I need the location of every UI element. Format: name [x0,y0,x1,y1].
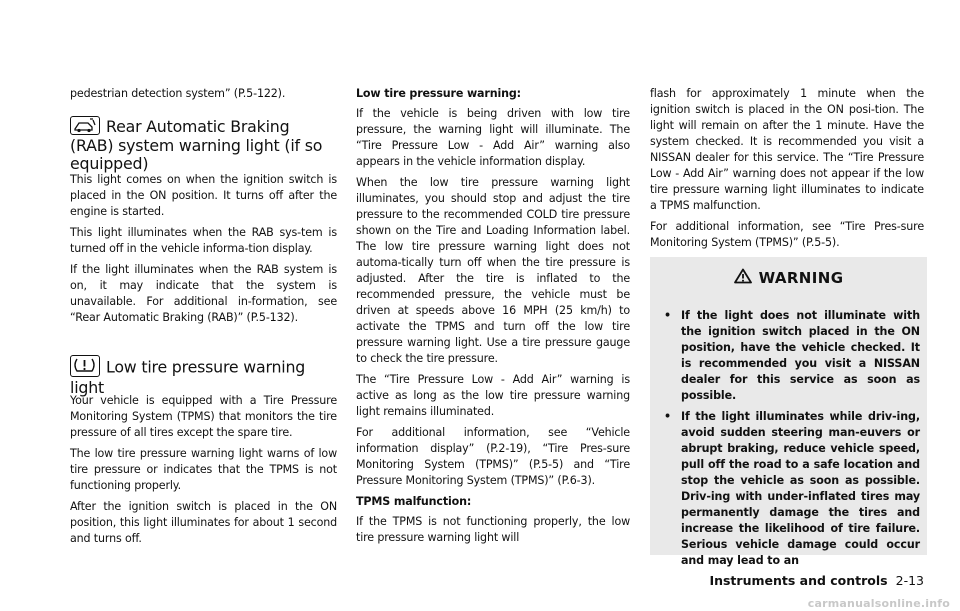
warning-title [650,269,927,287]
bullet: • [664,410,671,423]
warning-title-text: WARNING [758,269,844,287]
middle-paragraph-5: If the TPMS is not functioning properly, the low tire pressure warning light will [356,515,630,544]
rab-paragraph-3: If the light illuminates when the RAB system is on, it may indicate that the system is unavailable. For additional in-formation, see “Rear Automatic Braking (RAB)” (P.5-132). [70,263,337,324]
low-pressure-subheading: Low tire pressure warning: [356,87,521,100]
tire-paragraph-1: Your vehicle is equipped with a Tire Pressure Monitoring System (TPMS) that monitors the tire pressure of all tires except the spare tire. [70,394,337,439]
warning-triangle-icon [734,268,752,284]
right-paragraph-1: flash for approximately 1 minute when the ignition switch is placed in the ON posi-tion. The light will remain on after the 1 minute. Have the system checked. It is recommended you visit a NISSAN dealer for this service. The “Tire Pressure Low - Add Air” warning does not appear if the low tire pressure warning light illuminates to indicate a TPMS malfunction. [650,87,924,212]
tire-heading [70,357,337,397]
page-footer [709,574,924,588]
middle-paragraph-1: If the vehicle is being driven with low tire pressure, the warning light will illuminate. The “Tire Pressure Low - Add Air” warning also appears in the vehicle information display. [356,107,630,168]
page-number: 2-13 [895,573,924,588]
intro-text: pedestrian detection system” (P.5-122). [70,87,286,100]
watermark: carmanualsonline.info [807,597,950,610]
tpms-malfunction-subheading: TPMS malfunction: [356,495,472,508]
tire-pressure-icon [70,355,100,377]
tire-paragraph-2: The low tire pressure warning light warns of low tire pressure or indicates that the TPMS is not functioning properly. [70,447,337,492]
middle-paragraph-2: When the low tire pressure warning light illuminates, you should stop and adjust the tire pressure to the recommended COLD tire pressure shown on the Tire and Loading Information label. The low tire pressure warning light does not automa-tically turn off when the tire pressure is adjusted. After the tire is inflated to the recommended pressure, the vehicle must be driven at speeds above 16 MPH (25 km/h) to activate the TPMS and turn off the low tire pressure warning light. Use a tire pressure gauge to check the tire pressure. [356,176,630,365]
rab-paragraph-1: This light comes on when the ignition switch is placed in the ON position. It turns off after the engine is started. [70,173,337,218]
middle-paragraph-4: For additional information, see “Vehicle information display” (P.2-19), “Tire Pres-sure Monitoring System (TPMS)” (P.5-5) and “Tire Pressure Monitoring System (TPMS)” (P.6-3). [356,426,630,487]
tire-heading-text: Low tire pressure warning light [70,357,306,397]
warning-item-text: If the light illuminates while driv-ing, avoid sudden steering man-euvers or abrupt braking, reduce vehicle speed, pull off the road to a safe location and stop the vehicle as soon as possible. Driv-ing with under-inflated tires may permanently damage the tires and increase the likelihood of tire failure. Serious vehicle damage could occur and may lead to an [681,410,920,567]
rab-heading [70,118,337,173]
rear-braking-car-icon [70,116,100,135]
rab-paragraph-2: This light illuminates when the RAB sys-tem is turned off in the vehicle informa-tion display. [70,226,337,255]
warning-list [660,308,920,574]
bullet: • [664,309,671,322]
warning-item [660,308,920,404]
footer-section: Instruments and controls [709,573,888,588]
middle-paragraph-3: The “Tire Pressure Low - Add Air” warning is active as long as the low tire pressure warning light remains illuminated. [356,373,630,418]
warning-item-text: If the light does not illuminate with the ignition switch placed in the ON position, have the vehicle checked. It is recommended you visit a NISSAN dealer for this service as soon as possible. [681,309,920,402]
right-paragraph-2: For additional information, see “Tire Pres-sure Monitoring System (TPMS)” (P.5-5). [650,220,924,249]
warning-box [650,257,927,567]
tire-paragraph-3: After the ignition switch is placed in the ON position, this light illuminates for about 1 second and turns off. [70,500,337,545]
warning-item [660,409,920,569]
rab-heading-text: Rear Automatic Braking (RAB) system warning light (if so equipped) [70,117,323,173]
